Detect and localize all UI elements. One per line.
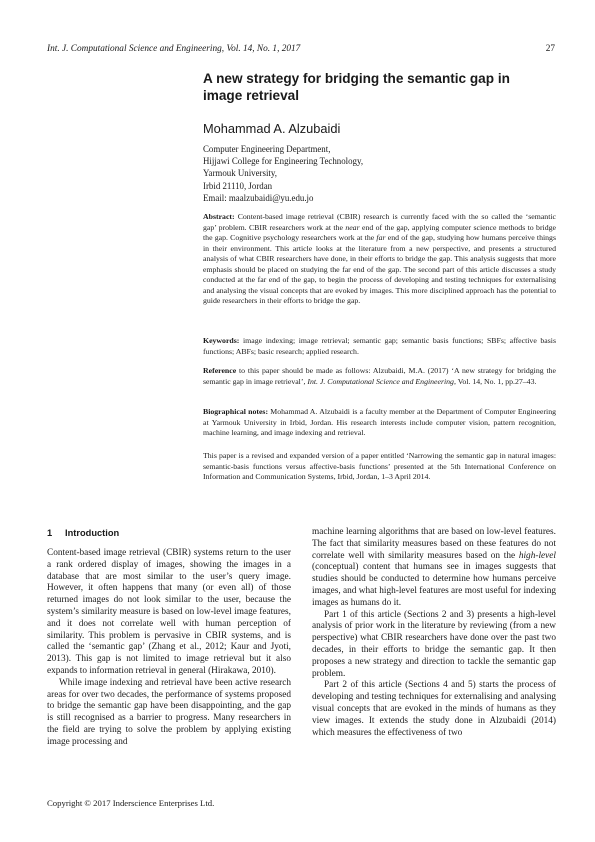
paragraph-emphasis: high-level <box>518 550 556 561</box>
reference-text: to this paper should be made as follows: Alzubaidi, M.A. (2017) ‘A new strategy for bridging the semantic gap in image retrieval’, <box>203 366 556 386</box>
body-paragraph <box>312 527 556 610</box>
running-head <box>47 43 555 55</box>
body-paragraph: Part 2 of this article (Sections 4 and 5) starts the process of developing and testing techniques for externalising and analysing visual concepts that are evoked in the minds of humans as they view images. It extends the study done in Alzubaidi (2014) which measures the effectiveness of two <box>312 680 556 738</box>
abstract <box>203 212 556 307</box>
reference-label: Reference <box>203 366 237 375</box>
body-paragraph: Content-based image retrieval (CBIR) systems return to the user a rank ordered display of images, showing the images in a database that are most similar to the user’s query image. However, it often happens that many (or even all) of those returned images do not look similar to the user, because the system’s similarity measure is based on low-level image features, and it does not correlate well with human perception of similarity. This problem is pervasive in CBIR systems, and is called the ‘semantic gap’ (Zhang et al., 2012; Kaur and Jyoti, 2013). This gap is not limited to image retrieval but it also expands to information retrieval in general (Hirakawa, 2010). <box>47 548 291 676</box>
abstract-emphasis: far <box>376 233 386 242</box>
copyright-footer: Copyright © 2017 Inderscience Enterprises Ltd. <box>47 798 215 808</box>
affiliation-line: Hijjawi College for Engineering Technology, <box>203 156 364 167</box>
right-column <box>312 527 556 739</box>
abstract-text: end of the gap, studying how humans perceive things in their environment. This article looks at the literature from a new perspective, and presents a structured analysis of what CBIR researchers have done, in their efforts to bridge the gap. This analysis suggests that more emphasis should be placed on studying the far end of the gap. The second part of this article discusses a study conducted at the far end of the gap, to begin the process of developing and testing techniques for externalising and analysing the visual concepts that are evoked by images. This more disciplined approach has the potential to guide researchers in their efforts to bridge the gap. <box>203 233 556 305</box>
section-heading <box>47 527 291 539</box>
body-paragraph: While image indexing and retrieval have been active research areas for over two decades, the performance of systems proposed to bridge the semantic gap have been disappointing, and the gap is still recognised as a barrier to progress. Many researchers in the field are trying to solve the problem by applying existing image processing and <box>47 677 291 747</box>
keywords <box>203 336 556 357</box>
reference-text: , Vol. 14, No. 1, pp.27–43. <box>453 376 537 386</box>
abstract-label: Abstract: <box>203 212 235 221</box>
revision-note: This paper is a revised and expanded version of a paper entitled ‘Narrowing the semantic gap in natural images: semantic-basis functions versus affective-basis functions’ presented at the 5th International Conference on Information and Communication Systems, Irbid, Jordan, 1–3 April 2014. <box>203 451 556 481</box>
citation-reference <box>203 366 556 387</box>
reference-journal: Int. J. Computational Science and Engineering <box>307 376 454 386</box>
abstract-emphasis: near <box>345 222 360 232</box>
paragraph-text: machine learning algorithms that are based on low-level features. The fact that similarity measures based on these features do not correlate well with similarity measures based on the <box>312 527 556 561</box>
biographical-notes <box>203 407 556 439</box>
journal-citation: Int. J. Computational Science and Engineering, Vol. 14, No. 1, 2017 <box>47 44 301 54</box>
author-email: Email: maalzubaidi@yu.edu.jo <box>203 192 314 203</box>
paragraph-text: (conceptual) content that humans see in images suggests that studies should be conducted to determine how humans perceive images, and what high-level features are most useful for indexing images as humans do it. <box>312 562 556 608</box>
keywords-label: Keywords: <box>203 336 240 345</box>
bio-text: Mohammad A. Alzubaidi is a faculty member at the Department of Computer Engineering at Yarmouk University in Irbid, Jordan. His research interests include computer vision, pattern recognition, machine learning, and image indexing and retrieval. <box>203 407 556 437</box>
page-number: 27 <box>545 44 555 54</box>
left-column <box>47 527 291 749</box>
author-affiliation <box>203 143 548 204</box>
bio-label: Biographical notes: <box>203 407 269 416</box>
keywords-text: image indexing; image retrieval; semantic gap; semantic basis functions; SBFs; affective basis functions; ABFs; basic research; applied research. <box>203 336 556 356</box>
affiliation-line: Computer Engineering Department, <box>203 144 331 154</box>
affiliation-line: Irbid 21110, Jordan <box>203 180 273 191</box>
abstract-text: Content-based image retrieval (CBIR) research is currently faced with the so called the ‘semantic gap’ problem. CBIR researchers work at the <box>203 212 556 232</box>
abstract-text: end of the gap, applying computer science methods to bridge the gap. Cognitive psychology researchers work at the <box>203 222 556 242</box>
body-paragraph: Part 1 of this article (Sections 2 and 3) presents a high-level analysis of prior work in the literature by reviewing (from a new perspective) what CBIR researchers have done over the past two decades, in their efforts to bridge the semantic gap. It then proposes a new strategy and direction to tackle the semantic gap problem. <box>312 609 556 679</box>
paper-title: A new strategy for bridging the semantic gap in image retrieval <box>203 71 510 103</box>
affiliation-line: Yarmouk University, <box>203 168 277 179</box>
section-number: 1 <box>47 528 53 538</box>
section-title: Introduction <box>65 528 120 538</box>
author-name: Mohammad A. Alzubaidi <box>203 121 341 136</box>
